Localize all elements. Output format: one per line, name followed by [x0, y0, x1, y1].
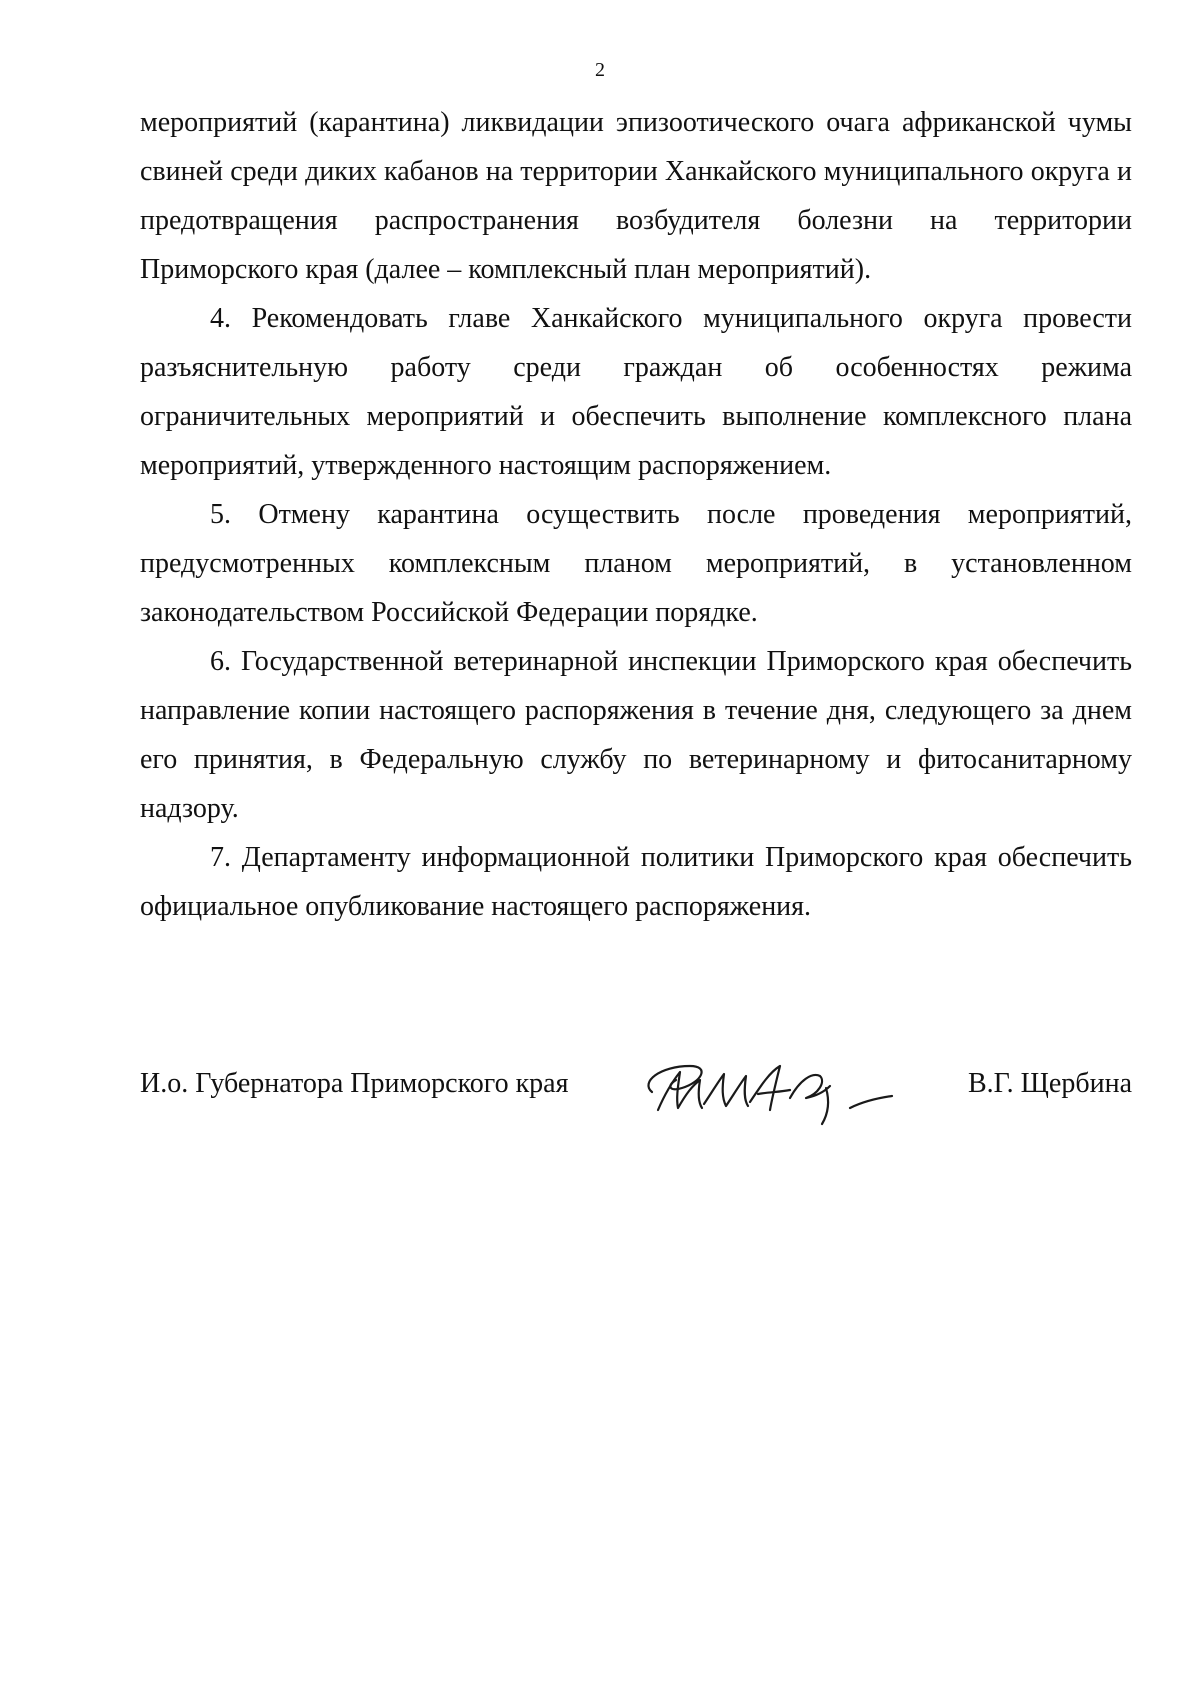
paragraph-item-6: 6. Государственной ветеринарной инспекции Приморского края обеспечить направление копии настоящего распоряжения в течение дня, следующего за днем его принятия, в Федеральную службу по ветеринарному и фитосанитарному надзору. — [140, 646, 1132, 824]
paragraph-continuation: мероприятий (карантина) ликвидации эпизоотического очага африканской чумы свиней среди диких кабанов на территории Ханкайского муниципального округа и предотвращения распространения возбудителя болезни на территории Приморского края (далее – комплексный план мероприятий). — [140, 107, 1132, 285]
page-number: 2 — [595, 59, 605, 81]
handwritten-signature — [630, 1052, 900, 1132]
paragraph-item-5: 5. Отмену карантина осуществить после проведения мероприятий, предусмотренных комплексным планом мероприятий, в установленном законодательством Российской Федерации порядке. — [140, 499, 1132, 628]
document-body — [140, 98, 1132, 931]
paragraph-item-4: 4. Рекомендовать главе Ханкайского муниципального округа провести разъяснительную работу среди граждан об особенностях режима ограничительных мероприятий и обеспечить выполнение комплексного плана мероприятий, утвержденного настоящим распоряжением. — [140, 303, 1132, 481]
signer-name: В.Г. Щербина — [967, 1068, 1132, 1099]
signer-title: И.о. Губернатора Приморского края — [140, 1068, 569, 1099]
paragraph-item-7: 7. Департаменту информационной политики Приморского края обеспечить официальное опубликование настоящего распоряжения. — [140, 842, 1132, 922]
signature-block — [140, 1052, 1132, 1132]
